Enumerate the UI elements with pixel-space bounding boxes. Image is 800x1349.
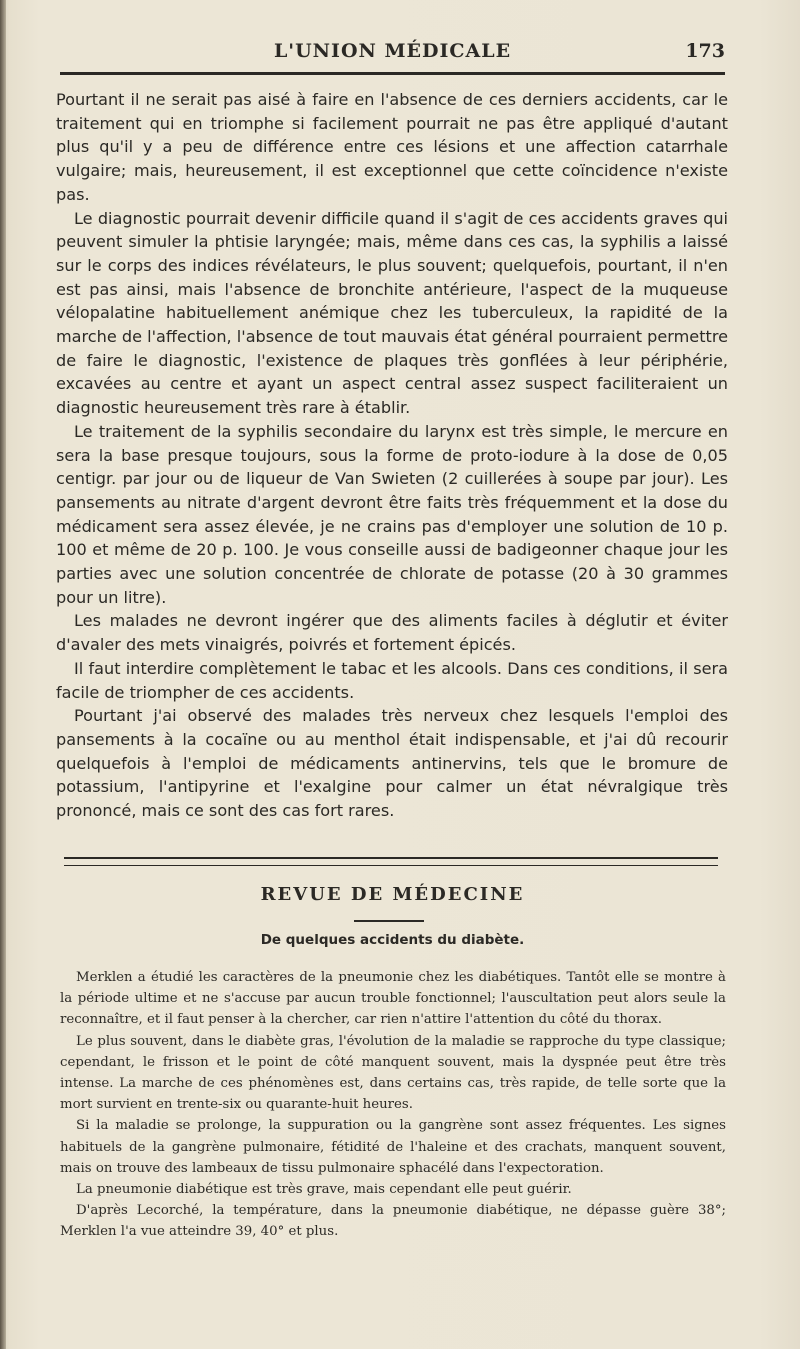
body-paragraph: Le diagnostic pourrait devenir difficile quand il s'agit de ces accidents graves qui peuvent simuler la phtisie laryngée; mais, même dans ces cas, la syphilis a laissé sur le corps des indices révélateurs, le plus souvent; quelquefois, pourtant, il n'en est pas ainsi, mais l'absence de bronchite antérieure, l'aspect de la muqueuse vélopalatine habituellement anémique chez les tuberculeux, la rapidité de la marche de l'affection, l'absence de tout mauvais état général pourraient permettre de faire le diagnostic, l'existence de plaques très gonflées à leur périphérie, excavées au centre et ayant un aspect central assez suspect faciliteraient un diagnostic heureusement très rare à établir. bbox=[56, 208, 728, 418]
article-paragraph: Le plus souvent, dans le diabète gras, l'évolution de la maladie se rapproche du type classique; cependant, le frisson et le point de côté manquent souvent, mais la dyspnée peut être très intense. La marche de ces phénomènes est, dans certains cas, très rapide, de telle sorte que la mort survient en trente-six ou quarante-huit heures. bbox=[60, 1033, 726, 1113]
running-header bbox=[60, 40, 725, 70]
main-body-text bbox=[56, 88, 728, 823]
title-underline bbox=[354, 920, 424, 922]
section-title: REVUE DE MÉDECINE bbox=[260, 884, 525, 905]
article-paragraph: Si la maladie se prolonge, la suppuration ou la gangrène sont assez fréquentes. Les signes habituels de la gangrène pulmonaire, fétidité de l'haleine et des crachats, manquent souvent, mais on trouve des lambeaux de tissu pulmonaire sphacélé dans l'expectoration. bbox=[60, 1118, 726, 1176]
article-body-text bbox=[60, 967, 726, 1243]
article-title: De quelques accidents du diabète. bbox=[260, 932, 525, 948]
article-paragraph: D'après Lecorché, la température, dans la pneumonie diabétique, ne dépasse guère 38°; Merklen l'a vue atteindre 39, 40° et plus. bbox=[60, 1203, 726, 1240]
body-paragraph: Les malades ne devront ingérer que des aliments faciles à déglutir et éviter d'avaler des mets vinaigrés, poivrés et fortement épicés. bbox=[56, 611, 728, 655]
body-paragraph: Pourtant il ne serait pas aisé à faire en l'absence de ces derniers accidents, car le traitement qui en triomphe si facilement pourrait ne pas être appliqué d'autant plus qu'il y a peu de différence entre ces lésions et une affection catarrhale vulgaire; mais, heureusement, il est exceptionnel que cette coïncidence n'existe pas. bbox=[56, 90, 728, 204]
body-paragraph: Il faut interdire complètement le tabac et les alcools. Dans ces conditions, il sera facile de triompher de ces accidents. bbox=[56, 658, 728, 702]
page-number: 173 bbox=[685, 40, 725, 62]
section-divider bbox=[64, 857, 718, 866]
article-paragraph: La pneumonie diabétique est très grave, mais cependant elle peut guérir. bbox=[76, 1182, 572, 1198]
article-paragraph: Merklen a étudié les caractères de la pneumonie chez les diabétiques. Tantôt elle se montre à la période ultime et ne s'accuse par aucun trouble fonctionnel; l'auscultation peut alors seule la reconnaître, et il faut penser à la chercher, car rien n'attire l'attention du côté du thorax. bbox=[60, 970, 726, 1028]
journal-title: L'UNION MÉDICALE bbox=[273, 40, 512, 62]
body-paragraph: Le traitement de la syphilis secondaire du larynx est très simple, le mercure en sera la base presque toujours, sous la forme de proto-iodure à la dose de 0,05 centigr. par jour ou de liqueur de Van Swieten (2 cuillerées à soupe par jour). Les pansements au nitrate d'argent devront être faits très fréquemment et la dose du médicament sera assez élevée, je ne crains pas d'employer une solution de 10 p. 100 et même de 20 p. 100. Je vous conseille aussi de badigeonner chaque jour les parties avec une solution concentrée de chlorate de potasse (20 à 30 grammes pour un litre). bbox=[56, 421, 728, 607]
book-spine-edge bbox=[0, 0, 6, 1349]
header-rule bbox=[60, 72, 725, 75]
body-paragraph: Pourtant j'ai observé des malades très nerveux chez lesquels l'emploi des pansements à la cocaïne ou au menthol était indispensable, et j'ai dû recourir quelquefois à l'emploi de médicaments antinervins, tels que le bromure de potassium, l'antipyrine et l'exalgine pour calmer un état névralgique très prononcé, mais ce sont des cas fort rares. bbox=[56, 706, 728, 821]
